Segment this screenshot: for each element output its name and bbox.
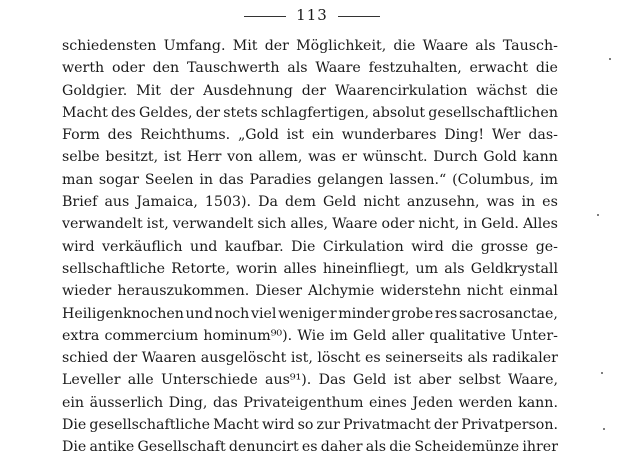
header-left-rule xyxy=(244,16,286,17)
text-line: schied der Waaren ausgelöscht ist, löscht es seinerseits als radikaler xyxy=(62,350,558,367)
text-line: Die antike Gesellschaft denuncirt es daher als die Scheidemünze ihrer xyxy=(62,439,558,456)
scan-speck xyxy=(597,214,599,216)
text-line: man sogar Seelen in das Paradies gelangen lassen.“ (Columbus, im xyxy=(62,171,558,188)
text-line: sellschaftliche Retorte, worin alles hineinfliegt, um als Geldkrystall xyxy=(62,260,558,277)
text-line: wird verkäuflich und kaufbar. Die Cirkulation wird die grosse ge- xyxy=(62,238,558,255)
text-line: Die gesellschaftliche Macht wird so zur Privatmacht der Privatperson. xyxy=(62,417,558,434)
text-line: wieder herauszukommen. Dieser Alchymie widerstehn nicht einmal xyxy=(62,283,558,300)
text-line: Goldgier. Mit der Ausdehnung der Waarencirkulation wächst die xyxy=(62,82,558,99)
text-line: verwandelt ist, verwandelt sich alles, Waare oder nicht, in Geld. Alles xyxy=(62,216,558,233)
text-line: Heiligenknochen und noch viel weniger minder grobe res sacrosanctae, xyxy=(62,305,558,322)
scan-speck xyxy=(601,372,603,374)
text-line: Leveller alle Unterschiede aus⁹¹). Das Geld ist aber selbst Waare, xyxy=(62,372,558,389)
text-line: Macht des Geldes, der stets schlagfertigen, absolut gesellschaftlichen xyxy=(62,104,558,121)
body-paragraph xyxy=(62,35,558,459)
text-line: werth oder den Tauschwerth als Waare festzuhalten, erwacht die xyxy=(62,60,558,77)
text-line: ein äusserlich Ding, das Privateigenthum eines Jeden werden kann. xyxy=(62,394,558,411)
text-line: schiedensten Umfang. Mit der Möglichkeit, die Waare als Tausch- xyxy=(62,38,558,54)
text-line: selbe besitzt, ist Herr von allem, was er wünscht. Durch Gold kann xyxy=(62,149,558,166)
page-number: 113 xyxy=(296,6,328,24)
scan-speck xyxy=(603,428,605,430)
scan-speck xyxy=(609,58,611,60)
text-line: Brief aus Jamaica, 1503). Da dem Geld nicht anzusehn, was in es xyxy=(62,194,558,211)
text-line: extra commercium hominum⁹⁰). Wie im Geld aller qualitative Unter- xyxy=(62,327,558,344)
text-line: Form des Reichthums. „Gold ist ein wunderbares Ding! Wer das- xyxy=(62,127,558,144)
page-header xyxy=(0,6,624,24)
header-right-rule xyxy=(338,16,380,17)
